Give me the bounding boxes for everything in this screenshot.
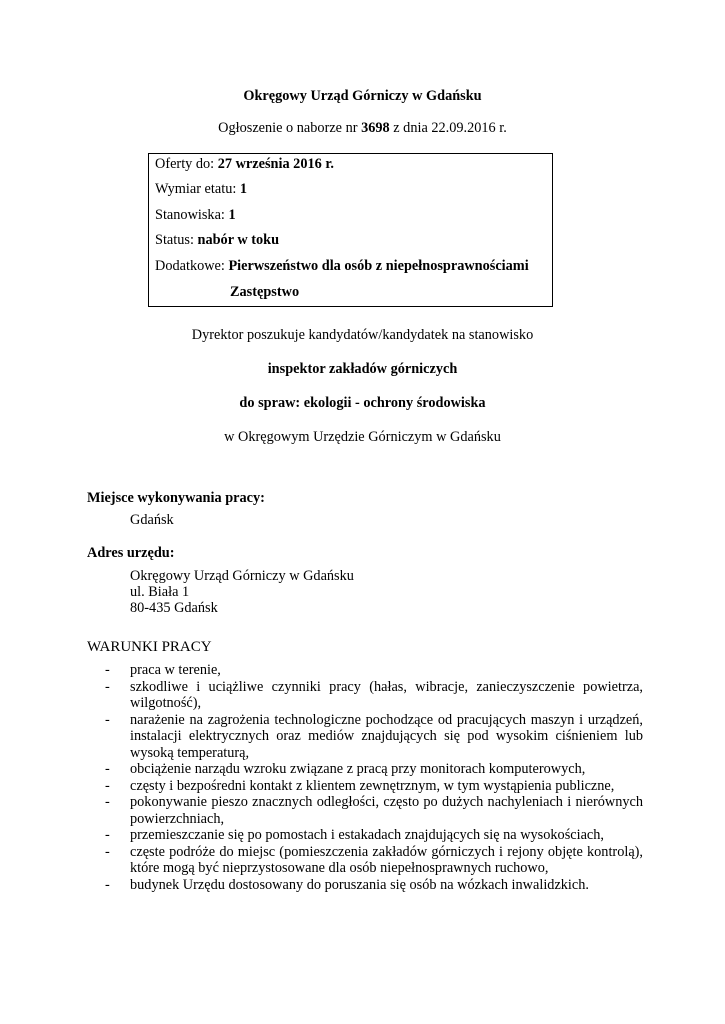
address-heading: Adres urzędu: [87,545,175,561]
location-line: w Okręgowym Urzędzie Górniczym w Gdańsku [224,429,501,445]
additional-value-2: Zastępstwo [230,284,300,300]
conditions-heading: WARUNKI PRACY [87,639,212,655]
offers-value: 27 września 2016 r. [217,156,334,172]
positions-value: 1 [228,207,236,223]
address-line-1: Okręgowy Urząd Górniczy w Gdańsku [130,568,354,584]
additional-row-2 [230,284,299,301]
additional-row [155,258,529,275]
list-item: - pokonywanie pieszo znacznych odległości, często po dużych nachyleniach i nierównych powierzchniach, [105,794,643,827]
offer-info-box [148,153,553,307]
list-item: - przemieszczanie się po pomostach i estakadach znajdujących się na wysokościach, [105,827,604,843]
additional-value-1: Pierwszeństwo dla osób z niepełnosprawnościami [228,258,529,274]
offers-deadline-row [155,156,334,173]
conditions-list [87,662,643,893]
list-item: - obciążenie narządu wzroku związane z pracą przy monitorach komputerowych, [105,761,586,777]
workload-label: Wymiar etatu: [155,181,240,197]
status-label: Status: [155,232,198,248]
position-title: inspektor zakładów górniczych [267,361,458,377]
list-item: - narażenie na zagrożenia technologiczne pochodzące od pracujących maszyn i urządzeń, instalacji elektrycznych oraz mediów znajdujących się pod wysokim ciśnieniem lub wysoką temperaturą, [105,711,643,761]
list-item: - budynek Urzędu dostosowany do poruszania się osób na wózkach inwalidzkich. [105,876,589,893]
address-line-3: 80-435 Gdańsk [130,600,218,616]
list-item: - szkodliwe i uciążliwe czynniki pracy (hałas, wibracje, zanieczyszczenie powietrza, wilgotność), [105,678,643,711]
list-item: - praca w terenie, [105,662,221,678]
workplace-value: Gdańsk [130,512,174,528]
workplace-heading: Miejsce wykonywania pracy: [87,490,265,506]
status-row [155,232,279,249]
status-value: nabór w toku [197,232,280,248]
workload-value: 1 [239,181,248,197]
announcement-line [0,120,725,137]
positions-row [155,207,236,224]
announcement-suffix: z dnia 22.09.2016 r. [389,120,507,136]
list-item: - częsty i bezpośredni kontakt z klientem zewnętrznym, w tym wystąpienia publiczne, [105,777,615,794]
offers-label: Oferty do: [155,156,218,172]
announcement-prefix: Ogłoszenie o naborze nr [218,120,362,136]
address-line-2: ul. Biała 1 [130,584,190,600]
additional-label: Dodatkowe: [155,258,229,274]
list-item: - częste podróże do miejsc (pomieszczenia zakładów górniczych i rejony objęte kontrolą), które mogą być nieprzystosowane dla osób niepełnosprawnych ruchowo, [105,843,643,876]
office-title: Okręgowy Urząd Górniczy w Gdańsku [243,88,482,104]
position-area: do spraw: ekologii - ochrony środowiska [239,395,486,411]
workload-row [155,181,247,198]
announcement-number: 3698 [361,120,390,136]
intro-line: Dyrektor poszukuje kandydatów/kandydatek na stanowisko [191,327,534,343]
positions-label: Stanowiska: [155,207,229,223]
